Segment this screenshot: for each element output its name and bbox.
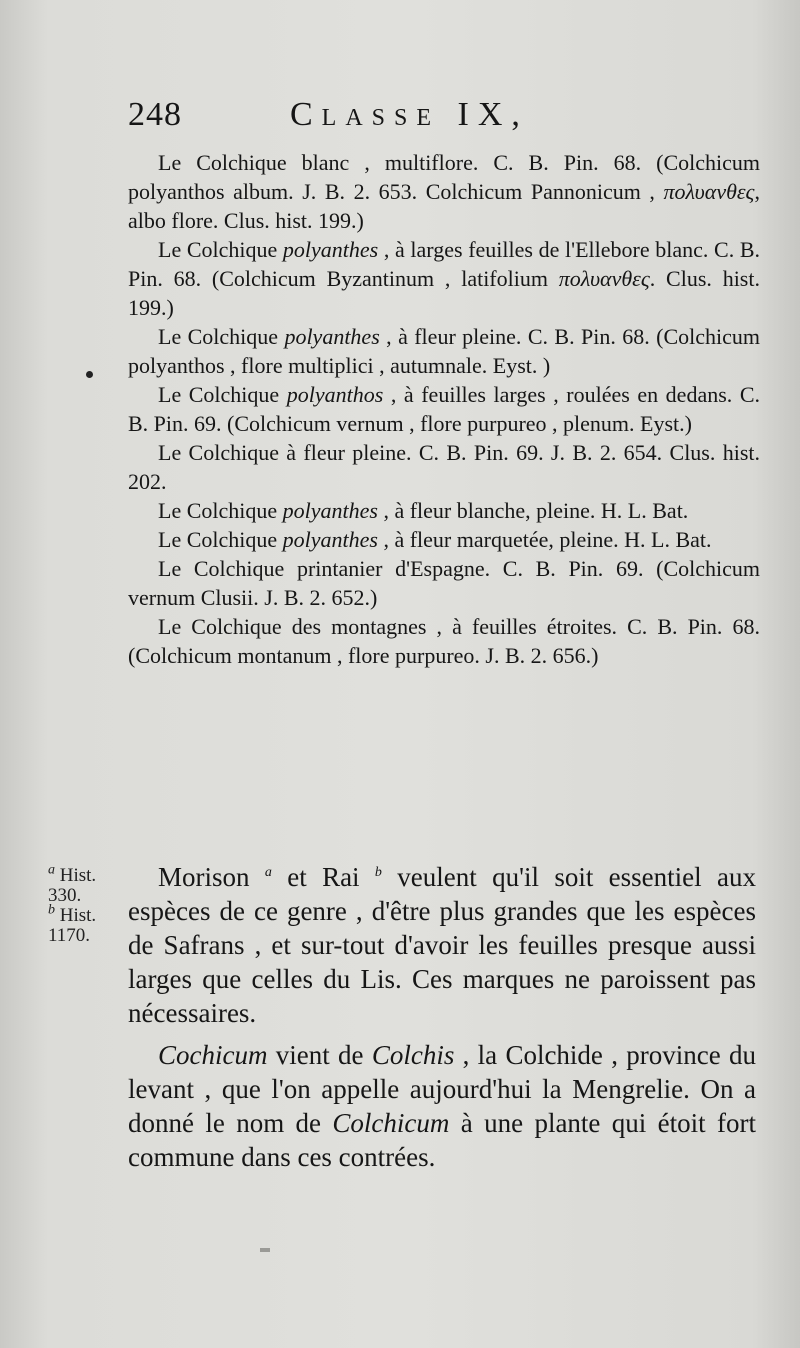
entry-text: Le Colchique bbox=[158, 382, 287, 407]
entry-polyanthos bbox=[128, 380, 760, 438]
entry-polyanthes-pleine bbox=[128, 322, 760, 380]
margin-note-a-text: Hist. 330. bbox=[48, 865, 97, 906]
etymology-text-1: vient de bbox=[267, 1040, 372, 1070]
entry-text: Le Colchique à fleur pleine. C. B. Pin. 69. J. B. 2. 654. Clus. hist. 202. bbox=[128, 440, 760, 494]
entry-text: πολυανθες bbox=[558, 266, 650, 291]
term-colchicum: Colchicum bbox=[332, 1108, 450, 1138]
entry-montagnes bbox=[128, 612, 760, 670]
entry-text: polyanthes bbox=[282, 498, 378, 523]
margin-notes bbox=[48, 862, 126, 946]
paragraph-et-rai: et Rai bbox=[271, 862, 375, 892]
entry-blanc bbox=[128, 148, 760, 235]
entry-text: polyanthes bbox=[282, 237, 379, 262]
entry-text: . Clus. hist. 199.) bbox=[128, 266, 760, 320]
margin-note-b-mark: b bbox=[48, 902, 55, 918]
footnote-mark-a: a bbox=[264, 865, 272, 880]
margin-note-b bbox=[48, 902, 126, 946]
margin-note-b-text: Hist. 1170. bbox=[48, 905, 97, 946]
margin-note-a bbox=[48, 862, 126, 906]
entry-text: polyanthos bbox=[286, 382, 384, 407]
entry-text: , à fleur blanche, pleine. H. L. Bat. bbox=[377, 498, 689, 523]
etymology-text-2: , la Colchide , province du levant , que l'on appelle aujourd'hui la Mengrelie. On a donné le nom de bbox=[128, 1040, 756, 1138]
margin-note-a-mark: a bbox=[48, 862, 55, 878]
footnote-mark-b: b bbox=[374, 865, 382, 880]
entry-text: Le Colchique des montagnes , à feuilles étroites. C. B. Pin. 68. (Colchicum montanum , flore purpureo. J. B. 2. 656.) bbox=[128, 614, 760, 668]
entry-text: polyanthes bbox=[284, 324, 380, 349]
entry-text: , à larges feuilles de l'Ellebore blanc. C. B. Pin. 68. (Colchicum Byzantinum , latifolium bbox=[128, 237, 761, 291]
synonymy-entries bbox=[128, 148, 760, 670]
paragraph-morison-rest: veulent qu'il soit essentiel aux espèces de ce genre , d'être plus grandes que les espèces de Safrans , et sur-tout d'avoir les feuilles presque aussi larges que celles du Lis. Ces marques ne paroissent pas nécessaires. bbox=[128, 862, 756, 1028]
commentary bbox=[128, 860, 756, 1174]
entry-marquetee bbox=[128, 525, 760, 554]
entry-text: Le Colchique bbox=[158, 498, 283, 523]
entry-text: polyanthes bbox=[282, 527, 378, 552]
paragraph-morison: Morison bbox=[158, 862, 265, 892]
page-header bbox=[128, 96, 648, 146]
page-number: 248 bbox=[128, 96, 182, 133]
entry-polyanthes-ellebore bbox=[128, 235, 760, 322]
entry-text: , à fleur marquetée, pleine. H. L. Bat. bbox=[377, 527, 712, 552]
entry-fleur-pleine bbox=[128, 438, 760, 496]
entry-text: Le Colchique blanc , multiflore. C. B. Pin. 68. (Colchicum polyanthos album. J. B. 2. 653. Colchicum Pannonicum , bbox=[128, 150, 760, 204]
entry-fleur-blanche bbox=[128, 496, 760, 525]
entry-text: Le Colchique bbox=[158, 527, 283, 552]
paragraph-morison-rai bbox=[128, 860, 756, 1030]
footer-dash bbox=[260, 1248, 270, 1252]
entry-text: , albo flore. Clus. hist. 199.) bbox=[128, 179, 760, 233]
entry-text: Le Colchique bbox=[158, 324, 285, 349]
entry-text: Le Colchique printanier d'Espagne. C. B. Pin. 69. (Colchicum vernum Clusii. J. B. 2. 652.) bbox=[128, 556, 760, 610]
entry-text: , à feuilles larges , roulées en dedans. C. B. Pin. 69. (Colchicum vernum , flore purpureo , plenum. Eyst.) bbox=[128, 382, 760, 436]
term-cochicum: Cochicum bbox=[158, 1040, 268, 1070]
margin-dot-mark bbox=[86, 371, 93, 378]
entry-printanier bbox=[128, 554, 760, 612]
entry-text: , à fleur pleine. C. B. Pin. 68. (Colchicum polyanthos , flore multiplici , autumnale. Eyst. ) bbox=[128, 324, 760, 378]
entry-text: πολυανθες bbox=[663, 179, 755, 204]
running-title: Classe IX, bbox=[290, 96, 529, 133]
entry-text: Le Colchique bbox=[158, 237, 283, 262]
etymology-text-3: à une plante qui étoit fort commune dans ces contrées. bbox=[128, 1108, 756, 1172]
term-colchis: Colchis bbox=[371, 1040, 455, 1070]
paragraph-etymology bbox=[128, 1038, 756, 1174]
